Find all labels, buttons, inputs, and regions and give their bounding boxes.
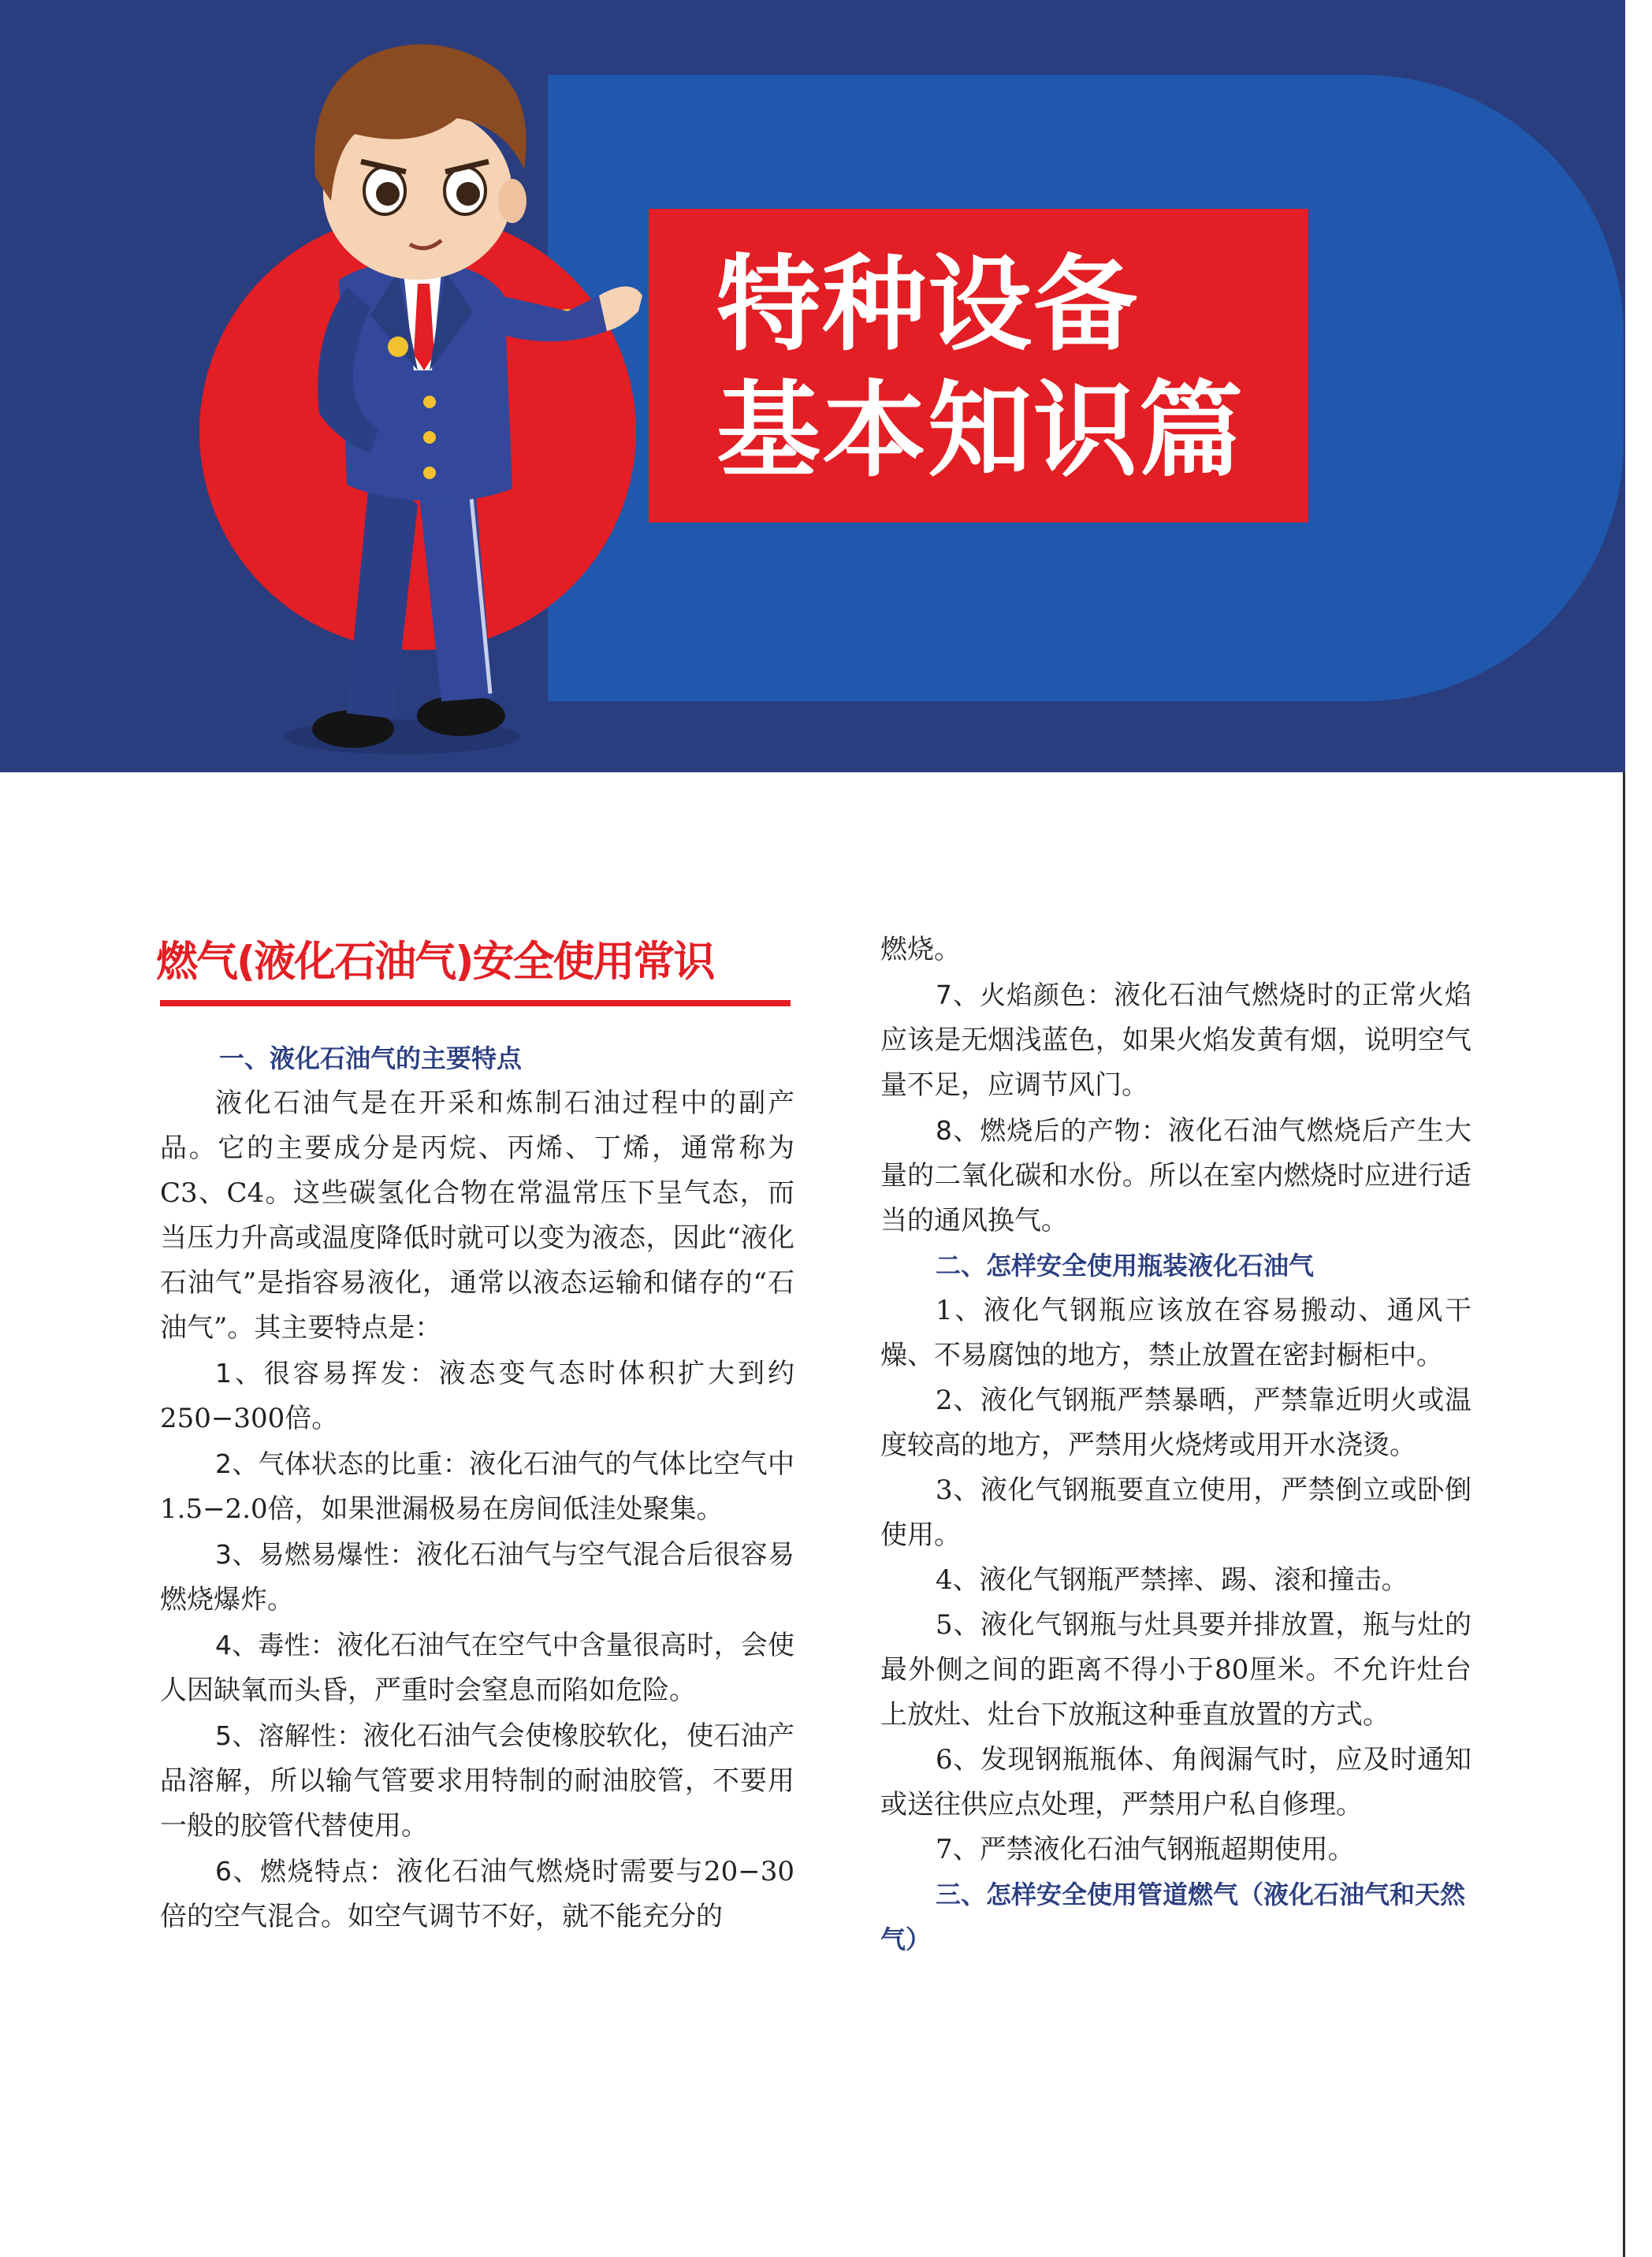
title-line-1: 特种设备 bbox=[716, 244, 1139, 366]
rule-item: 4、液化气钢瓶严禁摔、踢、滚和撞击。 bbox=[936, 1564, 1408, 1596]
feature-label: 2、气体状态的比重： bbox=[215, 1448, 470, 1479]
rule-item: 7、严禁液化石油气钢瓶超期使用。 bbox=[936, 1834, 1355, 1865]
right-shoe bbox=[417, 695, 505, 736]
title-line-2: 基本知识篇 bbox=[716, 370, 1245, 492]
header-banner bbox=[0, 0, 1625, 772]
section-2-heading: 二、怎样安全使用瓶装液化石油气 bbox=[936, 1251, 1315, 1281]
title-underline bbox=[160, 1000, 791, 1006]
feature-label: 3、易燃易爆性： bbox=[215, 1539, 416, 1570]
right-column bbox=[880, 928, 1472, 1962]
feature-text: 液化石油气燃烧后产生大量的二氧化碳和水份。所以在室内燃烧时应进行适当的通风换气。 bbox=[880, 1115, 1472, 1236]
continuation-text: 燃烧。 bbox=[880, 934, 961, 965]
rule-item: 1、液化气钢瓶应该放在容易搬动、通风干燥、不易腐蚀的地方，禁止放置在密封橱柜中。 bbox=[880, 1295, 1472, 1371]
feature-label: 8、燃烧后的产物： bbox=[936, 1115, 1168, 1146]
feature-item bbox=[160, 1532, 794, 1623]
section-1-heading: 一、液化石油气的主要特点 bbox=[219, 1043, 523, 1073]
feature-item bbox=[160, 1351, 794, 1441]
feature-text: 液化石油气的气体比空气中1.5−2.0倍，如果泄漏极易在房间低洼处聚集。 bbox=[160, 1448, 794, 1525]
feature-label: 1、很容易挥发： bbox=[215, 1358, 439, 1389]
feature-label: 7、火焰颜色： bbox=[936, 980, 1114, 1010]
feature-text: 液化石油气燃烧时需要与20−30倍的空气混合。如空气调节不好，就不能充分的 bbox=[160, 1856, 795, 1932]
rule-item: 6、发现钢瓶瓶体、角阀漏气时，应及时通知或送往供应点处理，严禁用户私自修理。 bbox=[880, 1744, 1472, 1820]
article-title: 燃气(液化石油气)安全使用常识 bbox=[156, 938, 714, 986]
feature-item bbox=[160, 1441, 794, 1532]
feature-item bbox=[880, 1108, 1472, 1244]
left-column bbox=[156, 922, 795, 1939]
feature-label: 5、溶解性： bbox=[215, 1720, 363, 1751]
feature-text: 液化石油气燃烧时的正常火焰应该是无烟浅蓝色，如果火焰发黄有烟，说明空气量不足，应调节风门。 bbox=[880, 980, 1472, 1101]
rule-item: 3、液化气钢瓶要直立使用，严禁倒立或卧倒使用。 bbox=[880, 1474, 1472, 1551]
feature-item bbox=[160, 1623, 794, 1713]
feature-text: 液态变气态时体积扩大到约250−300倍。 bbox=[160, 1358, 794, 1434]
feature-label: 6、燃烧特点： bbox=[215, 1856, 396, 1887]
feature-item bbox=[160, 1713, 794, 1849]
rule-item: 5、液化气钢瓶与灶具要并排放置，瓶与灶的最外侧之间的距离不得小于80厘米。不允许灶台上放灶、灶台下放瓶这种垂直放置的方式。 bbox=[880, 1609, 1472, 1731]
feature-item bbox=[160, 1849, 794, 1939]
feature-text: 液化石油气在空气中含量很高时，会使人因缺氧而头昏，严重时会窒息而陷如危险。 bbox=[160, 1630, 794, 1706]
badge-left bbox=[388, 337, 408, 357]
feature-label: 4、毒性： bbox=[215, 1630, 337, 1660]
feature-text: 液化石油气与空气混合后很容易燃烧爆炸。 bbox=[160, 1539, 795, 1616]
rule-item: 2、液化气钢瓶严禁暴晒，严禁靠近明火或温度较高的地方，严禁用火烧烤或用开水浇烫。 bbox=[880, 1385, 1472, 1461]
feature-item bbox=[880, 972, 1472, 1108]
section-1-intro: 液化石油气是在开采和炼制石油过程中的副产品。它的主要成分是丙烷、丙烯、丁烯，通常称为C3、C4。这些碳氢化合物在常温常压下呈气态，而当压力升高或温度降低时就可以变为液态，因此“液化石油气”是指容易液化，通常以液态运输和储存的“石油气”。其主要特点是： bbox=[160, 1088, 794, 1344]
feature-text: 液化石油气会使橡胶软化，使石油产品溶解，所以输气管要求用特制的耐油胶管，不要用一般的胶管代替使用。 bbox=[160, 1720, 795, 1842]
title-box bbox=[649, 209, 1308, 522]
section-3-heading: 三、怎样安全使用管道燃气（液化石油气和天然气） bbox=[880, 1880, 1466, 1954]
